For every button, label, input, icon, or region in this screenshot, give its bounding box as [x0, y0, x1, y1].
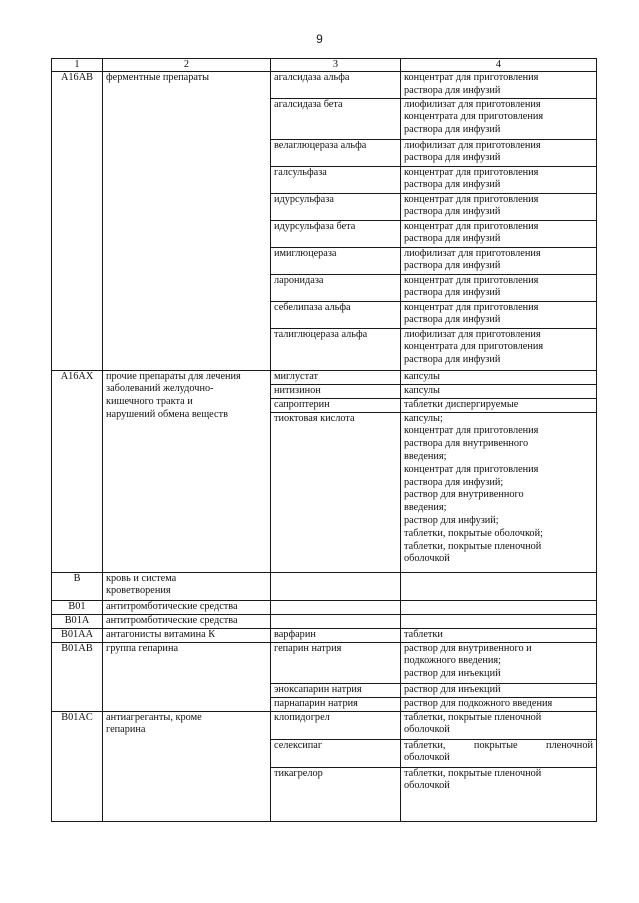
dosage-form: капсулы: [401, 370, 597, 384]
group-name: антитромботические средства: [103, 614, 271, 628]
dosage-form: таблетки, покрытые пленочной оболочкой: [401, 711, 597, 739]
atc-code: A16AB: [52, 72, 103, 371]
dosage-form: концентрат для приготовления раствора для инфузий: [401, 220, 597, 247]
dosage-form: раствор для инъекций: [401, 683, 597, 697]
group-name: группа гепарина: [103, 642, 271, 711]
group-name: ферментные препараты: [103, 72, 271, 371]
drug-name: себелипаза альфа: [271, 301, 401, 328]
drug-name: агалсидаза бета: [271, 98, 401, 139]
drug-name: эноксапарин натрия: [271, 683, 401, 697]
drug-name-empty: [271, 614, 401, 628]
table-row: [52, 370, 597, 384]
dosage-form: раствор для подкожного введения: [401, 697, 597, 711]
atc-code: B01A: [52, 614, 103, 628]
dosage-form-empty: [401, 572, 597, 600]
table-row: [52, 711, 597, 739]
dosage-form-empty: [401, 614, 597, 628]
drug-name: галсульфаза: [271, 166, 401, 193]
drug-name: велаглюцераза альфа: [271, 139, 401, 166]
group-name: прочие препараты для лечения заболеваний желудочно- кишечного тракта и нарушений обмена веществ: [103, 370, 271, 572]
drug-name: идурсульфаза бета: [271, 220, 401, 247]
drug-name: тикагрелор: [271, 767, 401, 821]
drug-name: ларонидаза: [271, 274, 401, 301]
drug-name-empty: [271, 572, 401, 600]
column-header-4: 4: [401, 59, 597, 72]
drug-name: талиглюцераза альфа: [271, 328, 401, 370]
dosage-form: концентрат для приготовления раствора для инфузий: [401, 193, 597, 220]
table-row: [52, 614, 597, 628]
atc-code: B01: [52, 600, 103, 614]
dosage-form: концентрат для приготовления раствора для инфузий: [401, 166, 597, 193]
atc-code: A16AX: [52, 370, 103, 572]
dosage-form: таблетки, покрытые пленочной оболочкой: [401, 767, 597, 821]
column-header-3: 3: [271, 59, 401, 72]
drug-name: идурсульфаза: [271, 193, 401, 220]
atc-code: B01AA: [52, 628, 103, 642]
drug-name: миглустат: [271, 370, 401, 384]
table-row: [52, 600, 597, 614]
column-header-1: 1: [52, 59, 103, 72]
drug-name: сапроптерин: [271, 398, 401, 412]
group-name: антиагреганты, кроме гепарина: [103, 711, 271, 821]
dosage-form-word: таблетки,: [404, 739, 446, 751]
table-row: [52, 628, 597, 642]
dosage-form-empty: [401, 600, 597, 614]
header-row: [52, 59, 597, 72]
drug-name: имиглюцераза: [271, 247, 401, 274]
medicines-table: [51, 58, 597, 822]
group-name: кровь и система кроветворения: [103, 572, 271, 600]
table-row: [52, 72, 597, 99]
dosage-form: лиофилизат для приготовления раствора для инфузий: [401, 139, 597, 166]
dosage-form: концентрат для приготовления раствора для инфузий: [401, 72, 597, 99]
table-row: [52, 572, 597, 600]
drug-name: селексипаг: [271, 739, 401, 767]
dosage-form: капсулы; концентрат для приготовления раствора для внутривенного введения; концентрат для приготовления раствора для инфузий; раствор для внутривенного введения; раствор для инфузий; таблетки, покрытые оболочкой; таблетки, покрытые пленочной оболочкой: [401, 412, 597, 572]
group-name: антитромботические средства: [103, 600, 271, 614]
drug-name: гепарин натрия: [271, 642, 401, 683]
atc-code: B: [52, 572, 103, 600]
drug-name: клопидогрел: [271, 711, 401, 739]
dosage-form-line-2: оболочкой: [404, 752, 450, 764]
dosage-form: таблетки диспергируемые: [401, 398, 597, 412]
dosage-form: лиофилизат для приготовления раствора для инфузий: [401, 247, 597, 274]
drug-name: агалсидаза альфа: [271, 72, 401, 99]
dosage-form: концентрат для приготовления раствора для инфузий: [401, 301, 597, 328]
column-header-2: 2: [103, 59, 271, 72]
dosage-form: лиофилизат для приготовления концентрата для приготовления раствора для инфузий: [401, 98, 597, 139]
dosage-form-line-1: [404, 740, 593, 753]
dosage-form: таблетки: [401, 628, 597, 642]
drug-name: парнапарин натрия: [271, 697, 401, 711]
table-row: [52, 642, 597, 683]
dosage-form-word: пленочной: [546, 739, 593, 751]
atc-code: B01AC: [52, 711, 103, 821]
drug-name: тиоктовая кислота: [271, 412, 401, 572]
drug-name: нитизинон: [271, 384, 401, 398]
dosage-form-word: покрытые: [473, 739, 518, 751]
dosage-form: капсулы: [401, 384, 597, 398]
drug-name-empty: [271, 600, 401, 614]
dosage-form: концентрат для приготовления раствора для инфузий: [401, 274, 597, 301]
atc-code: B01AB: [52, 642, 103, 711]
group-name: антагонисты витамина К: [103, 628, 271, 642]
dosage-form: раствор для внутривенного и подкожного введения; раствор для инъекций: [401, 642, 597, 683]
dosage-form: [401, 739, 597, 767]
drug-name: варфарин: [271, 628, 401, 642]
page-number: 9: [316, 32, 323, 46]
dosage-form: лиофилизат для приготовления концентрата для приготовления раствора для инфузий: [401, 328, 597, 370]
